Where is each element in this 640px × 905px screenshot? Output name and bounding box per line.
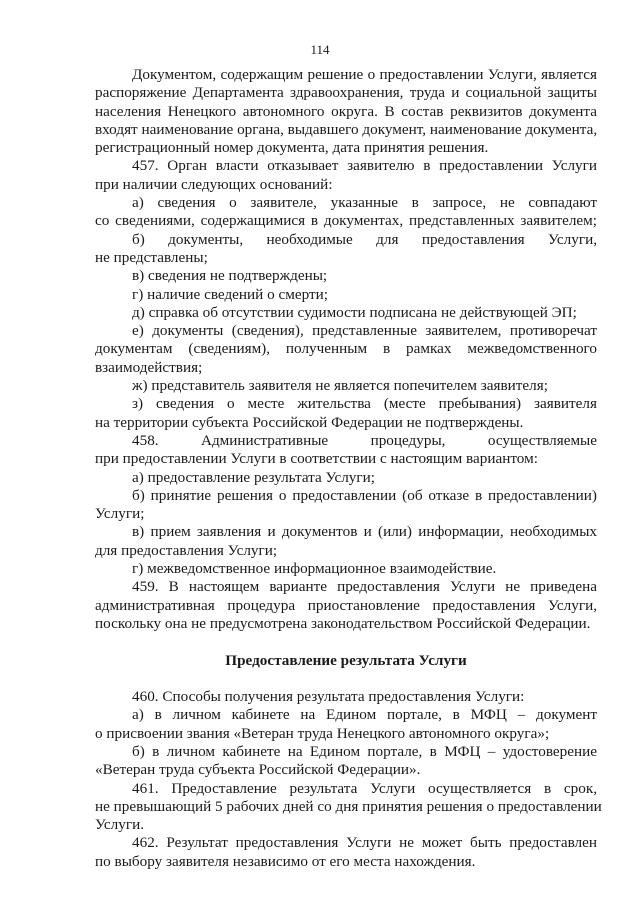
text-line: 459. В настоящем варианте предоставления Услуги не приведена — [132, 578, 597, 596]
text-line: со сведениями, содержащимися в документах, представленных заявителем; — [95, 212, 597, 230]
text-line: 460. Способы получения результата предоставления Услуги: — [132, 688, 525, 706]
text-line: по выбору заявителя независимо от его места нахождения. — [95, 852, 476, 870]
text-line: д) справка об отсутствии судимости подписана не действующей ЭП; — [132, 303, 577, 321]
text-line: входят наименование органа, выдавшего документ, наименование документа, — [95, 120, 598, 138]
text-line: а) предоставление результата Услуги; — [132, 468, 375, 486]
text-line: а) сведения о заявителе, указанные в запросе, не совпадают — [132, 194, 597, 212]
text-line: на территории субъекта Российской Федерации не подтверждены. — [95, 413, 524, 431]
text-line: при наличии следующих оснований: — [95, 175, 333, 193]
text-line: административная процедура приостановление предоставления Услуги, — [95, 596, 597, 614]
text-line: Услуги; — [95, 505, 145, 523]
text-line: б) принятие решения о предоставлении (об отказе в предоставлении) — [132, 486, 597, 504]
text-line: о присвоении звания «Ветеран труда Ненецкого автономного округа»; — [95, 724, 550, 742]
text-line: б) в личном кабинете на Едином портале, в МФЦ – удостоверение — [132, 742, 597, 760]
text-line: «Ветеран труда субъекта Российской Федерации». — [95, 761, 421, 779]
text-line: не превышающий 5 рабочих дней со дня принятия решения о предоставлении — [95, 797, 602, 815]
section-heading: Предоставление результата Услуги — [225, 651, 467, 669]
text-line: документам (сведениям), полученным в рамках межведомственного — [95, 340, 597, 358]
text-line: 458. Административные процедуры, осуществляемые — [132, 431, 597, 449]
text-line: распоряжение Департамента здравоохранения, труда и социальной защиты — [95, 84, 597, 102]
document-body — [95, 66, 602, 871]
text-line: а) в личном кабинете на Едином портале, в МФЦ – документ — [132, 706, 597, 724]
text-line: регистрационный номер документа, дата принятия решения. — [95, 139, 489, 157]
page-number: 114 — [310, 42, 330, 57]
text-line: з) сведения о месте жительства (месте пребывания) заявителя — [132, 395, 597, 413]
text-line: 462. Результат предоставления Услуги не может быть предоставлен — [132, 834, 597, 852]
blank-line — [95, 633, 597, 651]
text-line: поскольку она не предусмотрена законодательством Российской Федерации. — [95, 614, 591, 632]
text-line: при предоставлении Услуги в соответствии с настоящим вариантом: — [95, 450, 538, 468]
text-line: е) документы (сведения), представленные заявителем, противоречат — [132, 322, 597, 340]
text-line: Услуги. — [95, 816, 144, 834]
text-line: для предоставления Услуги; — [95, 541, 278, 559]
text-line: в) прием заявления и документов и (или) информации, необходимых — [132, 523, 597, 541]
blank-line — [95, 670, 597, 688]
text-line: Документом, содержащим решение о предоставлении Услуги, является — [132, 66, 597, 83]
text-line: ж) представитель заявителя не является попечителем заявителя; — [132, 377, 548, 395]
text-line: населения Ненецкого автономного округа. В состав реквизитов документа — [95, 102, 597, 120]
text-line: взаимодействия; — [95, 358, 203, 376]
text-line: 457. Орган власти отказывает заявителю в предоставлении Услуги — [132, 157, 597, 175]
text-line: г) межведомственное информационное взаимодействие. — [132, 560, 497, 578]
text-line: не представлены; — [95, 248, 208, 266]
text-line: г) наличие сведений о смерти; — [132, 285, 328, 303]
text-line: в) сведения не подтверждены; — [132, 267, 328, 285]
text-line: б) документы, необходимые для предоставления Услуги, — [132, 230, 597, 248]
text-line: 461. Предоставление результата Услуги осуществляется в срок, — [132, 779, 597, 797]
